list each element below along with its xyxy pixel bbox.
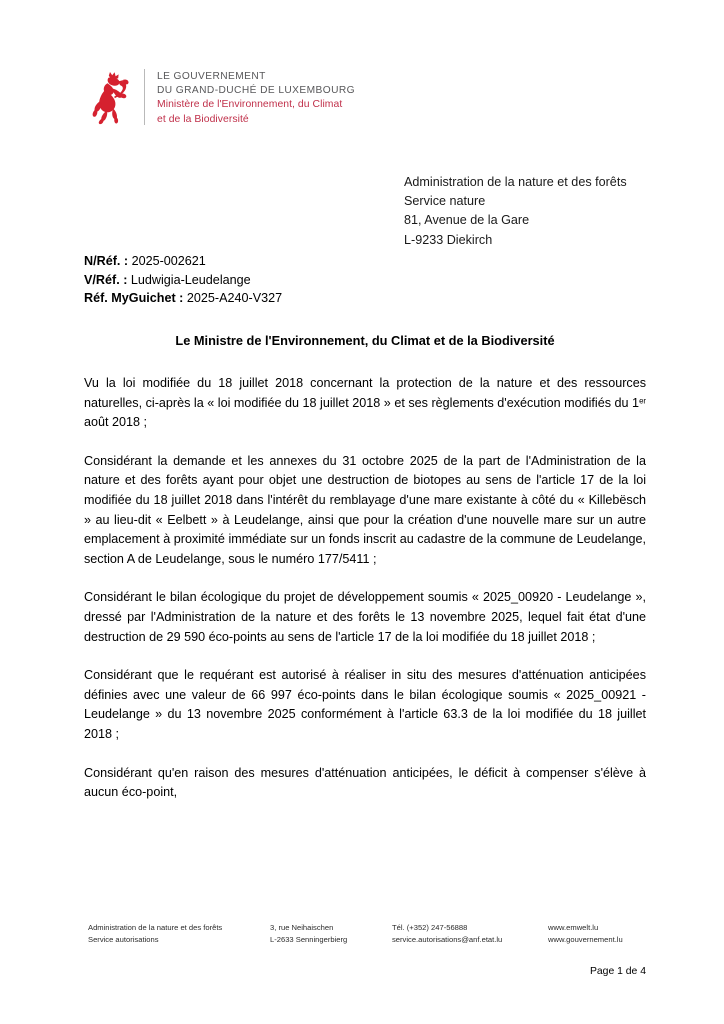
- paragraph-considerant-deficit: Considérant qu'en raison des mesures d'atténuation anticipées, le déficit à compenser s'élève à aucun éco-point,: [84, 765, 646, 800]
- page-number: Page 1 de 4: [589, 966, 646, 977]
- footer-department-line-2: Service autorisations: [88, 934, 159, 944]
- footer-column-websites: [548, 922, 648, 945]
- paragraph-1-text-pre: Vu la loi modifiée du 18 juillet 2018 concernant la protection de la nature et des ressources naturelles, ci-après la « loi modifiée du 18 juillet 2018 » et ses règlements d'exécution modifiés du 1: [84, 376, 646, 410]
- letterhead-text: [157, 68, 355, 127]
- recipient-line-2: Service nature: [404, 194, 486, 209]
- footer-address-street: 3, rue Neihaischen: [270, 923, 334, 932]
- reference-myguichet-label: Réf. MyGuichet :: [84, 291, 184, 306]
- recipient-line-4: L-9233 Diekirch: [404, 232, 493, 247]
- paragraph-1-text-post: août 2018 ;: [84, 415, 148, 430]
- footer-column-department: [88, 922, 270, 945]
- letterhead-line-country: DU GRAND-DUCHÉ DE LUXEMBOURG: [157, 85, 355, 97]
- page-footer: [88, 922, 648, 945]
- footer-website-gouvernement[interactable]: www.gouvernement.lu: [548, 934, 623, 944]
- reference-vref: [84, 271, 282, 290]
- reference-myguichet-value: 2025-A240-V327: [186, 291, 283, 306]
- document-body: [84, 374, 646, 803]
- footer-department-line-1: Administration de la nature et des forêts: [88, 923, 223, 932]
- reference-vref-value: Ludwigia-Leudelange: [130, 272, 251, 287]
- paragraph-considerant-requerant: Considérant que le requérant est autorisé à réaliser in situ des mesures d'atténuation anticipées définies avec une valeur de 66 997 éco-points dans le bilan écologique soumis « 2025_00921 - Leudelange » du 13 novembre 2025 conformément à l'article 63.3 de la loi modifiée du 18 juillet 2018 ;: [84, 668, 646, 741]
- reference-nref-value: 2025-002621: [131, 254, 206, 268]
- reference-myguichet: [84, 289, 282, 308]
- page-title: Le Ministre de l'Environnement, du Climat et de la Biodiversité: [175, 333, 555, 348]
- paragraph-1-superscript: er: [639, 396, 646, 406]
- recipient-address: [404, 173, 627, 250]
- reference-nref-label: N/Réf. :: [84, 254, 129, 268]
- footer-email[interactable]: service.autorisations@anf.etat.lu: [392, 934, 503, 944]
- footer-website-emwelt[interactable]: www.emwelt.lu: [548, 923, 599, 932]
- logo-divider: [144, 69, 145, 125]
- luxembourg-lion-icon: [88, 68, 134, 126]
- paragraph-vu-loi: [84, 374, 646, 433]
- letterhead-line-ministry-2: et de la Biodiversité: [157, 113, 249, 125]
- recipient-line-3: 81, Avenue de la Gare: [404, 213, 530, 228]
- reference-nref: [84, 252, 282, 271]
- reference-block: [84, 252, 282, 308]
- paragraph-considerant-demande: Considérant la demande et les annexes du 31 octobre 2025 de la part de l'Administration de la nature et des forêts ayant pour objet une destruction de biotopes au sens de l'article 17 de la loi modifiée du 18 juillet 2018 dans l'intérêt du remblayage d'une mare existante à côté du « Killebësch » au lieu-dit « Eelbett » à Leudelange, ainsi que pour la création d'une nouvelle mare sur un autre emplacement à proximité immédiate sur un fonds inscrit au cadastre de la commune de Leudelange, section A de Leudelange, sous le numéro 177/5411 ;: [84, 453, 646, 566]
- footer-column-address: [270, 922, 392, 945]
- footer-address-city: L-2633 Senningerbierg: [270, 934, 348, 944]
- letterhead: [88, 68, 355, 127]
- footer-column-contact: [392, 922, 548, 945]
- paragraph-considerant-bilan: Considérant le bilan écologique du projet de développement soumis « 2025_00920 - Leudelange », dressé par l'Administration de la nature et des forêts le 13 novembre 2025, lequel fait état d'une destruction de 29 590 éco-points au sens de l'article 17 de la loi modifiée du 18 juillet 2018 ;: [84, 590, 646, 644]
- letterhead-line-ministry-1: Ministère de l'Environnement, du Climat: [157, 99, 343, 111]
- letterhead-line-government: LE GOUVERNEMENT: [157, 71, 266, 82]
- recipient-line-1: Administration de la nature et des forêts: [404, 175, 627, 189]
- footer-phone: Tél. (+352) 247-56888: [392, 923, 468, 932]
- reference-vref-label: V/Réf. :: [84, 272, 128, 287]
